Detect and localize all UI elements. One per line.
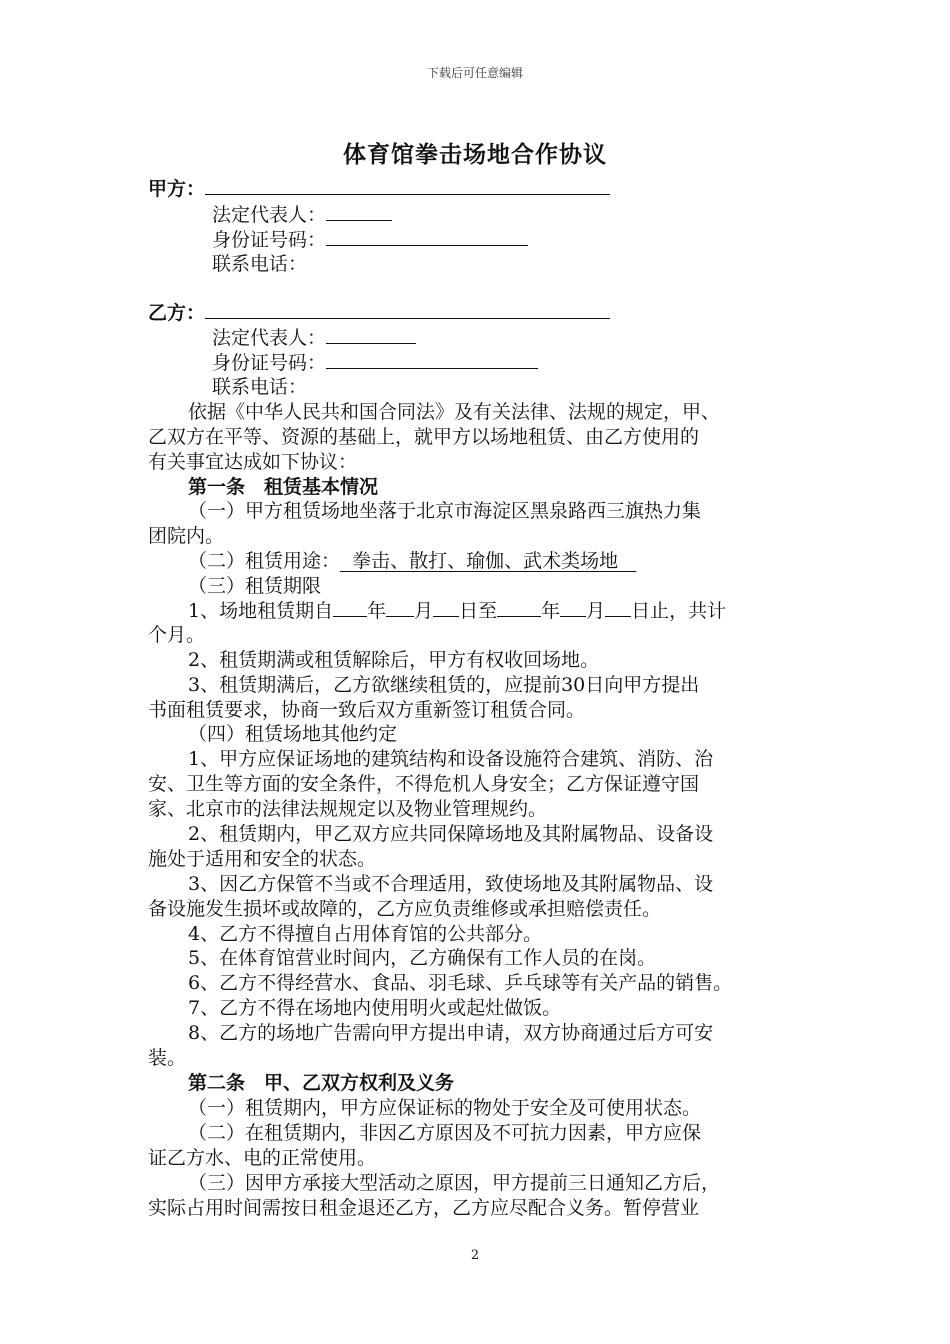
a1-item4: （四）租赁场地其他约定 xyxy=(188,723,398,745)
party-b-id xyxy=(212,350,538,375)
term1-month2: 月 xyxy=(586,600,606,622)
party-a-rep-label: 法定代表人： xyxy=(212,204,327,226)
a1-o3-line2: 备设施发生损坏或故障的，乙方应负责维修或承担赔偿责任。 xyxy=(148,898,662,920)
year2-blank xyxy=(497,598,541,617)
article-2-heading: 第二条 甲、乙双方权利及义务 xyxy=(188,1072,455,1094)
a1-o2-line2: 施处于适用和安全的状态。 xyxy=(148,848,377,870)
a1-o1-line2: 安、卫生等方面的安全条件，不得危机人身安全；乙方保证遵守国 xyxy=(148,773,700,795)
party-a-phone: 联系电话： xyxy=(212,253,308,275)
a2-p2-line1: （二）在租赁期内，非因乙方原因及不可抗力因素，甲方应保 xyxy=(188,1122,702,1144)
a1-o1-line3: 家、北京市的法律法规规定以及物业管理规约。 xyxy=(148,798,548,820)
party-a-id xyxy=(212,227,528,252)
intro-line-2: 乙双方在平等、资源的基础上，就甲方以场地租赁、由乙方使用的 xyxy=(148,426,700,448)
a1-term1-line2: 个月。 xyxy=(148,624,206,646)
a2-p1: （一）租赁期内，甲方应保证标的物处于安全及可使用状态。 xyxy=(188,1097,702,1119)
a1-item1-line2: 团院内。 xyxy=(148,525,225,547)
party-a-rep xyxy=(212,202,392,227)
page-number: 2 xyxy=(470,1248,480,1263)
term1-year: 年 xyxy=(367,600,387,622)
a1-term3-line2: 书面租赁要求，协商一致后双方重新签订租赁合同。 xyxy=(148,699,586,721)
month-blank xyxy=(386,598,414,617)
day-blank xyxy=(433,598,459,617)
party-b-rep-label: 法定代表人： xyxy=(212,327,327,349)
a1-item3: （三）租赁期限 xyxy=(188,575,322,597)
intro-line-1: 依据《中华人民共和国合同法》及有关法律、法规的规定，甲、 xyxy=(188,401,721,423)
term1-year2: 年 xyxy=(541,600,561,622)
a1-item2-value-text: 拳击、散打、瑜伽、武术类场地 xyxy=(352,550,619,572)
party-b-id-label: 身份证号码： xyxy=(212,352,327,374)
year-blank xyxy=(333,598,367,617)
a1-term2: 2、租赁期满或租赁解除后，甲方有权收回场地。 xyxy=(188,649,600,671)
party-a-label: 甲方： xyxy=(148,178,206,200)
a1-o2-line1: 2、租赁期内，甲乙双方应共同保障场地及其附属物品、设备设 xyxy=(188,823,714,845)
party-b-label: 乙方： xyxy=(148,302,206,324)
a1-item2-label: （二）租赁用途： xyxy=(188,550,341,572)
document-title: 体育馆拳击场地合作协议 xyxy=(343,141,607,168)
a1-o4: 4、乙方不得擅自占用体育馆的公共部分。 xyxy=(188,923,543,945)
a1-o6: 6、乙方不得经营水、食品、羽毛球、乒乓球等有关产品的销售。 xyxy=(188,972,733,994)
party-b-id-blank xyxy=(326,350,538,369)
party-a-id-label: 身份证号码： xyxy=(212,229,327,251)
party-b-blank xyxy=(205,300,610,319)
a1-o8-line1: 8、乙方的场地广告需向甲方提出申请，双方协商通过后方可安 xyxy=(188,1022,714,1044)
party-b-line xyxy=(148,300,610,325)
term1-day-to: 日至 xyxy=(459,600,498,622)
party-a-blank xyxy=(205,176,610,195)
a1-o8-line2: 装。 xyxy=(148,1047,187,1069)
a1-term1-line1 xyxy=(188,598,726,623)
a1-item2-value xyxy=(340,550,636,572)
month2-blank xyxy=(560,598,586,617)
day2-blank xyxy=(605,598,631,617)
header-note: 下载后可任意编辑 xyxy=(426,66,523,80)
article-1-heading: 第一条 租赁基本情况 xyxy=(188,476,379,498)
a1-term3-line1: 3、租赁期满后，乙方欲继续租赁的，应提前30日向甲方提出 xyxy=(188,674,700,696)
term1-month: 月 xyxy=(414,600,434,622)
party-a-line xyxy=(148,176,610,201)
a1-o1-line1: 1、甲方应保证场地的建筑结构和设备设施符合建筑、消防、治 xyxy=(188,748,714,770)
term1-prefix: 1、场地租赁期自 xyxy=(188,600,334,622)
party-b-phone: 联系电话： xyxy=(212,376,308,398)
a2-p3-line1: （三）因甲方承接大型活动之原因，甲方提前三日通知乙方后， xyxy=(188,1172,721,1194)
party-b-rep-blank xyxy=(326,325,416,344)
a1-item1-line1: （一）甲方租赁场地坐落于北京市海淀区黑泉路西三旗热力集 xyxy=(188,500,702,522)
intro-line-3: 有关事宜达成如下协议： xyxy=(148,451,358,473)
term1-end: 日止，共计 xyxy=(631,600,727,622)
a1-o3-line1: 3、因乙方保管不当或不合理适用，致使场地及其附属物品、设 xyxy=(188,873,714,895)
party-b-rep xyxy=(212,325,416,350)
a2-p2-line2: 证乙方水、电的正常使用。 xyxy=(148,1147,377,1169)
a2-p3-line2: 实际占用时间需按日租金退还乙方，乙方应尽配合义务。暂停营业 xyxy=(148,1197,700,1219)
party-a-rep-blank xyxy=(326,202,392,221)
a1-o5: 5、在体育馆营业时间内，乙方确保有工作人员的在岗。 xyxy=(188,947,657,969)
a1-o7: 7、乙方不得在场地内使用明火或起灶做饭。 xyxy=(188,997,562,1019)
party-a-id-blank xyxy=(326,227,528,246)
a1-item2 xyxy=(188,549,636,573)
